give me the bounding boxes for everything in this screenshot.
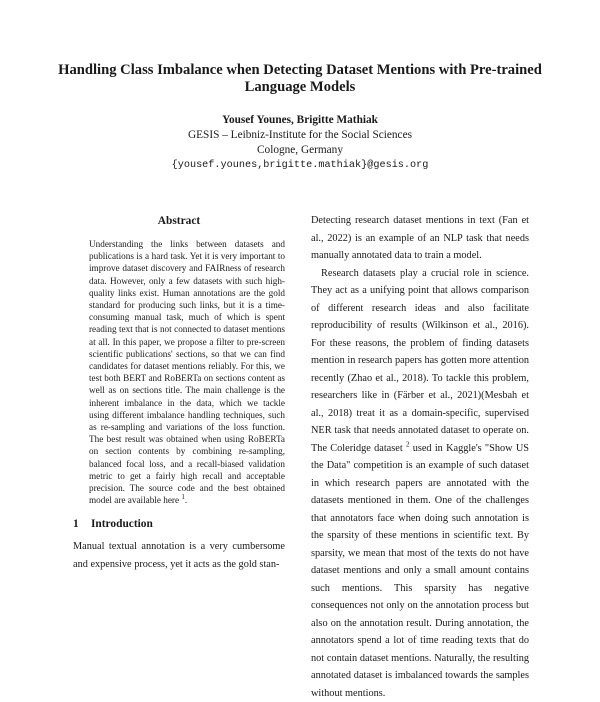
section-heading xyxy=(73,516,285,532)
abstract-end: . xyxy=(185,495,187,505)
paragraph-dataset-detection: Detecting research dataset mentions in text (Fan et al., 2022) is an example of an NLP task that needs manually annotated data to train a model. xyxy=(311,212,529,265)
introduction-text: Manual textual annotation is a very cumbersome and expensive process, yet it acts as the gold stan- xyxy=(73,538,285,573)
introduction-section xyxy=(73,516,285,573)
paragraph-text-2: used in Kaggle's "Show US the Data" competition is an example of such dataset in which research papers are annotated with the datasets mentioned in them. One of the challenges that annotators face when doing such annotation is the sparsity of these mentions in scientific text. By sparsity, we mean that most of the texts do not have dataset mentions and only a small amount contains such mentions. This sparsity has negative consequences not only on the annotation process but also on the annotation result. During annotation, the annotators spend a lot of time reading texts that do not contain dataset mentions. Naturally, the resulting annotated dataset is imbalanced towards the samples without mentions. xyxy=(311,443,529,699)
paragraph-text-1: Research datasets play a crucial role in science. They act as a unifying point that allows comparison of different research ideas and also facilitate reproducibility of results (Wilkinson et al., 2016). For these reasons, the problem of finding datasets mention in research papers has gotten more attention recently (Zhao et al., 2018). To tackle this problem, researchers like in (Färber et al., 2021)(Mesbah et al., 2018) treat it as a domain-specific, supervised NER task that needs annotated dataset to operate on. The Coleridge dataset xyxy=(311,268,529,454)
abstract-heading: Abstract xyxy=(73,214,285,229)
abstract-body: Understanding the links between datasets and publications is a hard task. Yet it is very important to improve dataset discovery and FAIRness of research data. However, only a few datasets with such high-quality links exist. Human annotations are the gold standard for producing such links, but it is a time-consuming manual task, much of which is spent reading text that is not connected to dataset mentions at all. In this paper, we propose a filter to pre-screen scientific publications' sections, so that we can find candidates for dataset mentions reliably. For this, we test both BERT and RoBERTa on sections content as well as on sections title. The main challenge is the inherent imbalance in the data, which we tackle using different imbalance handling techniques, such as re-sampling and variations of the loss function. The best result was obtained when using RoBERTa on section contents by combining re-sampling, balanced focal loss, and a recall-biased validation metric to get a fairly high recall and acceptable precision. The source code and the best obtained model are available here xyxy=(89,239,285,505)
author-names: Yousef Younes, Brigitte Mathiak xyxy=(40,113,560,128)
section-title: Introduction xyxy=(91,518,153,530)
footnote-mark-2: 2 xyxy=(406,440,410,448)
email: {yousef.younes,brigitte.mathiak}@gesis.org xyxy=(40,158,560,173)
footnote-mark: 1 xyxy=(181,493,185,501)
abstract-section xyxy=(73,214,285,506)
abstract-text xyxy=(89,238,285,506)
paper-title: Handling Class Imbalance when Detecting Dataset Mentions with Pre-trained Language Models xyxy=(40,62,560,96)
author-block xyxy=(40,113,560,173)
left-column xyxy=(73,214,285,573)
section-number: 1 xyxy=(73,516,91,532)
paragraph-research-datasets xyxy=(311,265,529,702)
affiliation: GESIS – Leibniz-Institute for the Social Sciences xyxy=(40,128,560,143)
location: Cologne, Germany xyxy=(40,143,560,158)
right-column xyxy=(311,212,529,702)
